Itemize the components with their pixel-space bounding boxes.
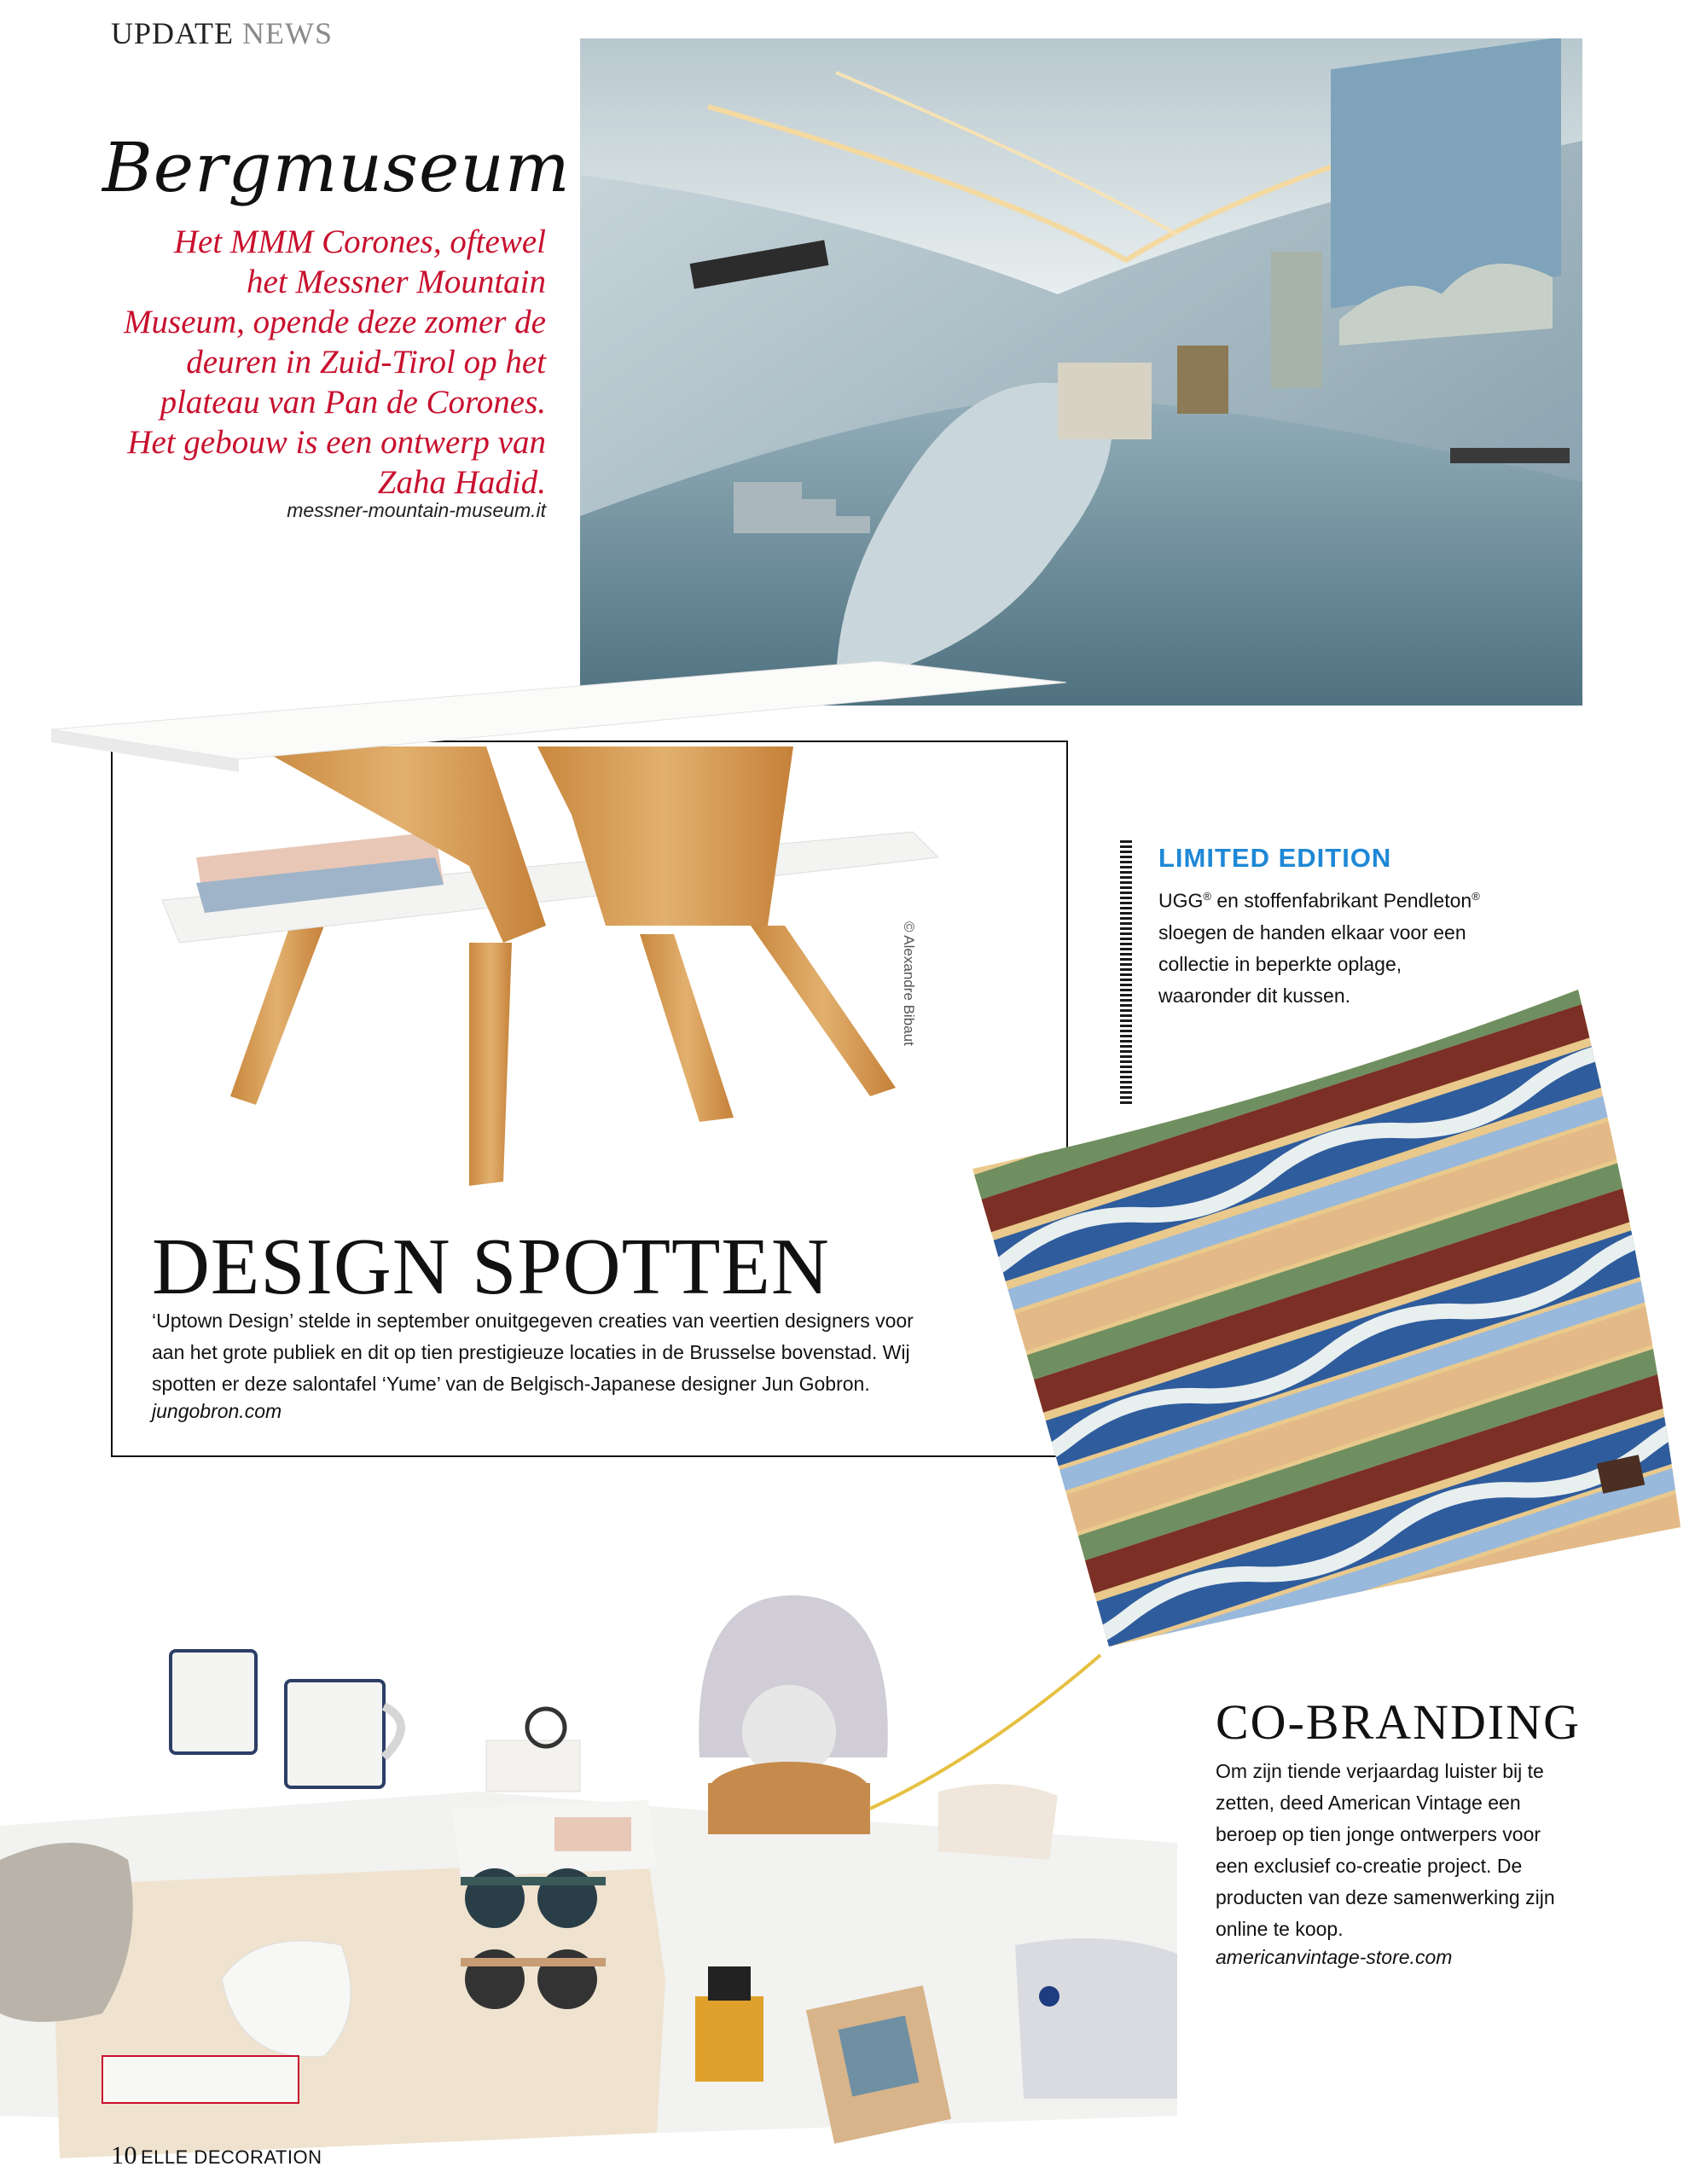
american-vintage-products-photo bbox=[0, 1502, 1177, 2167]
bergmuseum-line: plateau van Pan de Corones. bbox=[160, 384, 546, 421]
limited-edition-title: LIMITED EDITION bbox=[1158, 843, 1392, 873]
co-branding-body bbox=[1216, 1756, 1591, 1945]
cob-line: Om zijn tiende verjaardag luister bij te bbox=[1216, 1760, 1544, 1782]
design-line: aan het grote publiek en dit op tien prestigieuze locaties in de Brusselse bovenstad. Wij bbox=[152, 1341, 910, 1363]
design-spotten-url[interactable]: jungobron.com bbox=[152, 1400, 282, 1422]
bergmuseum-line: Het gebouw is een ontwerp van bbox=[127, 424, 546, 461]
bergmuseum-intro bbox=[85, 222, 546, 502]
cob-line: een exclusief co-creatie project. De bbox=[1216, 1855, 1523, 1877]
co-branding-url[interactable]: americanvintage-store.com bbox=[1216, 1946, 1453, 1968]
limited-line: sloegen de handen elkaar voor een bbox=[1158, 921, 1466, 944]
bergmuseum-line: Het MMM Corones, oftewel bbox=[173, 224, 546, 260]
bergmuseum-line: het Messner Mountain bbox=[247, 264, 546, 300]
section-label-update: UPDATE bbox=[111, 16, 235, 50]
registered-mark: ® bbox=[1203, 890, 1211, 903]
bergmuseum-url[interactable]: messner-mountain-museum.it bbox=[287, 499, 546, 521]
coffee-table-illustration bbox=[26, 661, 1083, 1199]
museum-interior-illustration bbox=[580, 38, 1582, 706]
page-footer bbox=[111, 2141, 322, 2170]
bergmuseum-line: Museum, opende deze zomer de bbox=[124, 304, 546, 340]
cob-line: online te koop. bbox=[1216, 1918, 1344, 1940]
design-line: ‘Uptown Design’ stelde in september onuitgegeven creaties van veertien designers voor bbox=[152, 1310, 914, 1332]
photo-credit: © Alexandre Bibaut bbox=[901, 921, 917, 1046]
section-label-news: NEWS bbox=[242, 16, 334, 50]
co-branding-title: CO-BRANDING bbox=[1216, 1694, 1581, 1750]
design-spotten-title: DESIGN SPOTTEN bbox=[152, 1223, 830, 1311]
bergmuseum-title: Bergmuseum bbox=[102, 128, 571, 207]
design-line: spotten er deze salontafel ‘Yume’ van de Belgisch-Japanese designer Jun Gobron. bbox=[152, 1373, 870, 1395]
museum-interior-photo bbox=[580, 38, 1582, 706]
section-header bbox=[111, 15, 333, 51]
page-number: 10 bbox=[111, 2141, 137, 2169]
limited-line-text: en stoffenfabrikant Pendleton bbox=[1210, 889, 1472, 912]
bergmuseum-line: Zaha Hadid. bbox=[377, 464, 546, 501]
limited-line bbox=[1158, 880, 1534, 917]
cob-line: producten van deze samenwerking zijn bbox=[1216, 1886, 1555, 1908]
cob-line: zetten, deed American Vintage een bbox=[1216, 1792, 1521, 1814]
limited-line: waaronder dit kussen. bbox=[1158, 984, 1351, 1007]
products-illustration bbox=[0, 1502, 1177, 2167]
design-spotten-body bbox=[152, 1305, 954, 1400]
bergmuseum-line: deuren in Zuid-Tirol op het bbox=[186, 344, 546, 380]
coffee-table-photo bbox=[26, 661, 1083, 1199]
registered-mark: ® bbox=[1472, 890, 1480, 903]
magazine-name: ELLE DECORATION bbox=[141, 2146, 322, 2168]
brand-ugg: UGG bbox=[1158, 889, 1204, 912]
cob-line: beroep op tien jonge ontwerpers voor bbox=[1216, 1823, 1541, 1845]
limited-line: collectie in beperkte oplage, bbox=[1158, 952, 1402, 975]
